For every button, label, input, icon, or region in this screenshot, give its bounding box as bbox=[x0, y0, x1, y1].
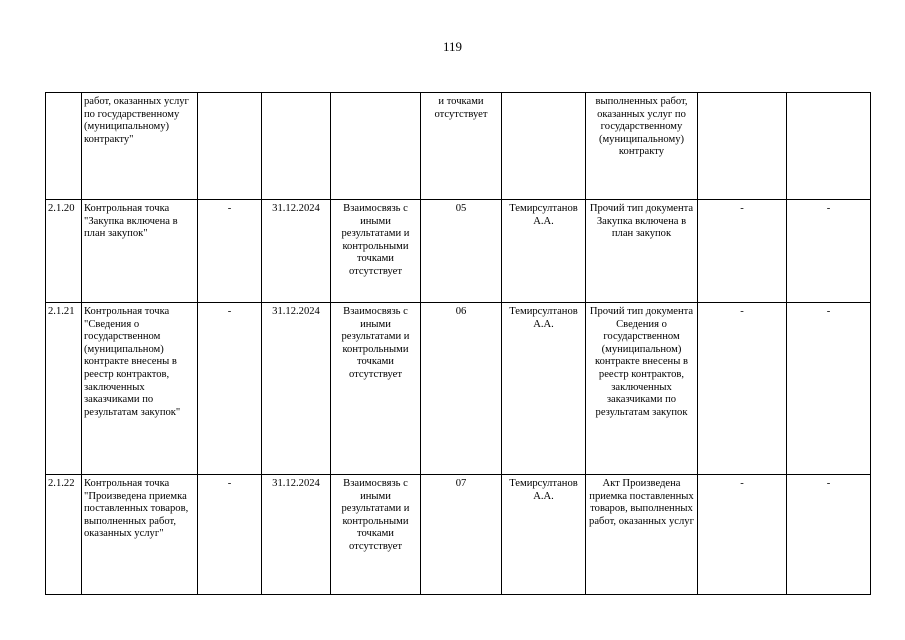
responsible-person: Темирсултанов А.А. bbox=[502, 303, 586, 475]
extra-value-1: - bbox=[698, 475, 787, 595]
extra-value-1: - bbox=[698, 200, 787, 303]
extra-value-2: - bbox=[787, 200, 871, 303]
document-type: Акт Произведена приемка поставленных товаров, выполненных работ, оказанных услуг bbox=[586, 475, 698, 595]
responsible-person bbox=[502, 93, 586, 200]
due-date bbox=[262, 93, 331, 200]
extra-value-2: - bbox=[787, 475, 871, 595]
row-number: 2.1.20 bbox=[46, 200, 82, 303]
extra-value-1 bbox=[698, 93, 787, 200]
control-point-name: Контрольная точка "Произведена приемка поставленных товаров, выполненных работ, оказанных услуг" bbox=[82, 475, 198, 595]
code-value: 06 bbox=[421, 303, 502, 475]
table-row bbox=[46, 200, 871, 303]
base-value bbox=[198, 93, 262, 200]
due-date: 31.12.2024 bbox=[262, 303, 331, 475]
base-value: - bbox=[198, 200, 262, 303]
document-type: Прочий тип документа Сведения о государственном (муниципальном) контракте внесены в реестр контрактов, заключенных заказчиками по результатам закупок bbox=[586, 303, 698, 475]
due-date: 31.12.2024 bbox=[262, 475, 331, 595]
due-date: 31.12.2024 bbox=[262, 200, 331, 303]
control-point-name: Контрольная точка "Сведения о государственном (муниципальном) контракте внесены в реестр контрактов, заключенных заказчиками по результатам закупок" bbox=[82, 303, 198, 475]
base-value: - bbox=[198, 303, 262, 475]
code-value: и точками отсутствует bbox=[421, 93, 502, 200]
code-value: 05 bbox=[421, 200, 502, 303]
relation-text: Взаимосвязь с иными результатами и контрольными точками отсутствует bbox=[331, 303, 421, 475]
page-number: 119 bbox=[442, 39, 463, 54]
responsible-person: Темирсултанов А.А. bbox=[502, 475, 586, 595]
control-point-name: работ, оказанных услуг по государственному (муниципальному) контракту" bbox=[82, 93, 198, 200]
responsible-person: Темирсултанов А.А. bbox=[502, 200, 586, 303]
table-row bbox=[46, 475, 871, 595]
relation-text bbox=[331, 93, 421, 200]
base-value: - bbox=[198, 475, 262, 595]
row-number: 2.1.22 bbox=[46, 475, 82, 595]
extra-value-2 bbox=[787, 93, 871, 200]
relation-text: Взаимосвязь с иными результатами и контрольными точками отсутствует bbox=[331, 475, 421, 595]
document-type: Прочий тип документа Закупка включена в план закупок bbox=[586, 200, 698, 303]
control-point-name: Контрольная точка "Закупка включена в план закупок" bbox=[82, 200, 198, 303]
row-number: 2.1.21 bbox=[46, 303, 82, 475]
extra-value-1: - bbox=[698, 303, 787, 475]
extra-value-2: - bbox=[787, 303, 871, 475]
control-points-table bbox=[45, 92, 871, 595]
document-type: выполненных работ, оказанных услуг по государственному (муниципальному) контракту bbox=[586, 93, 698, 200]
table-row bbox=[46, 303, 871, 475]
relation-text: Взаимосвязь с иными результатами и контрольными точками отсутствует bbox=[331, 200, 421, 303]
code-value: 07 bbox=[421, 475, 502, 595]
table-row bbox=[46, 93, 871, 200]
row-number bbox=[46, 93, 82, 200]
